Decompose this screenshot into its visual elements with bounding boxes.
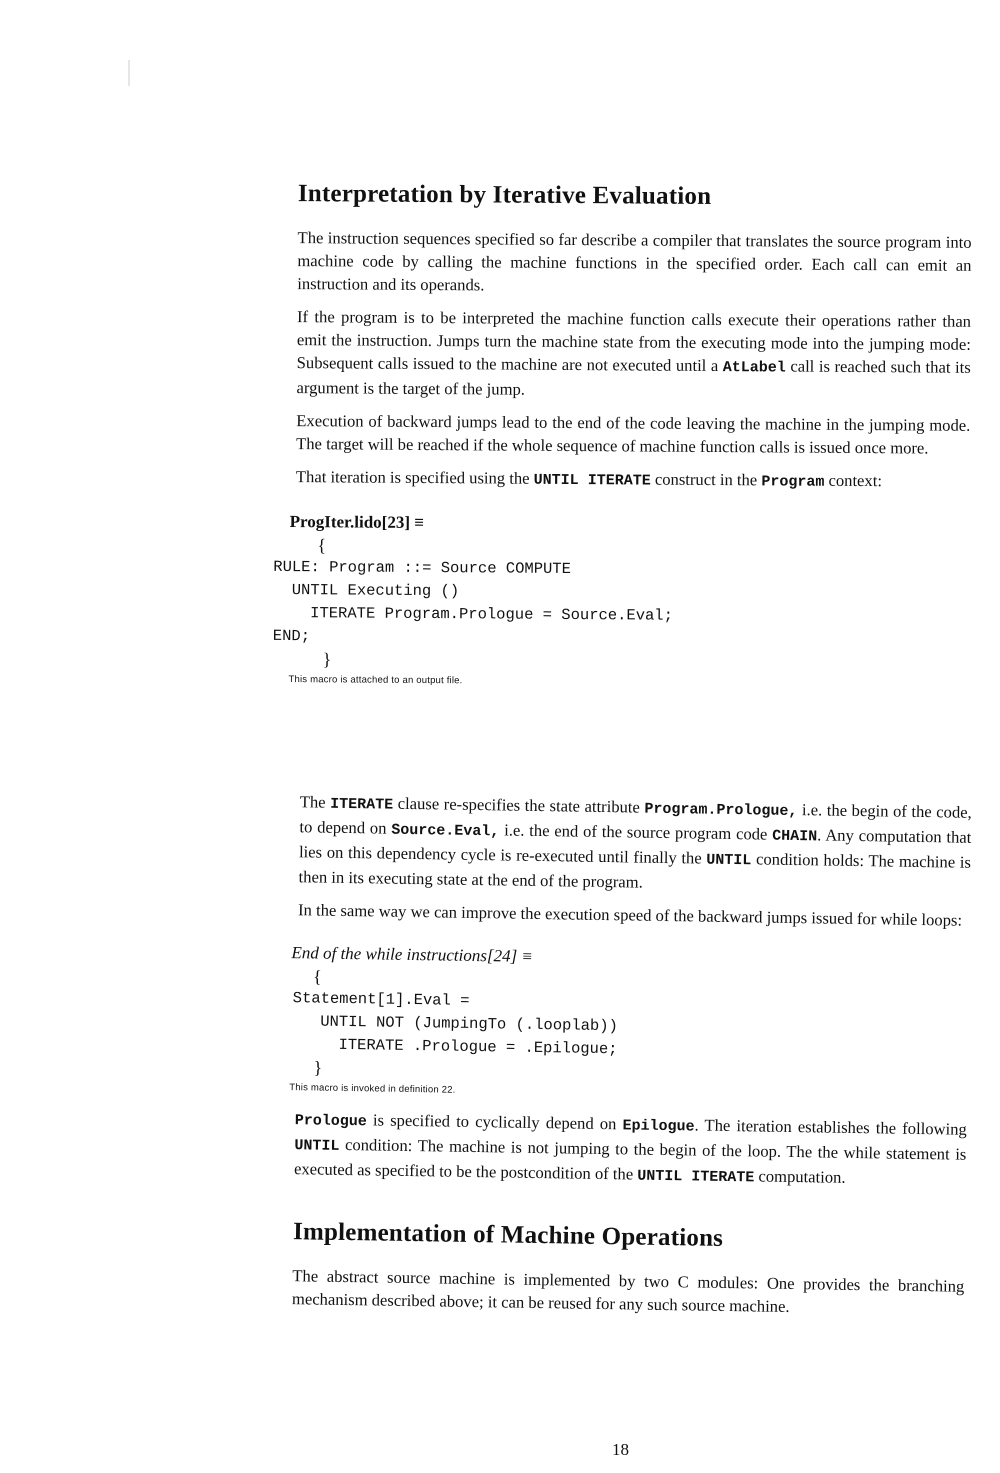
- section-title-iterative-evaluation: Interpretation by Iterative Evaluation: [297, 180, 712, 210]
- code-atlabel: AtLabel: [722, 359, 786, 377]
- chunk-note-while: This macro is invoked in definition 22.: [289, 1082, 456, 1096]
- paragraph-1: The instruction sequences specified so far describe a compiler that translates the source program into machine code by calling the machine functions in the specified order. Each call can emit an instruction and its operands.: [297, 228, 972, 295]
- chunk-title-progiter: ProgIter.lido[23] ≡: [289, 512, 425, 532]
- paragraph-6: In the same way we can improve the execution speed of the backward jumps issued for while loops:: [297, 900, 963, 930]
- paragraph-4: That iteration is specified using the UNTIL ITERATE construct in the Program context:: [295, 467, 883, 491]
- paragraph-3: Execution of backward jumps lead to the end of the code leaving the machine in the jumping mode. The target will be reached if the whole sequence of machine function calls is issued once more.: [296, 411, 971, 458]
- code-chunk-progiter: [272, 512, 969, 690]
- open-brace: {: [317, 535, 327, 556]
- code-chunk-while: [289, 943, 969, 1104]
- page-number: 18: [612, 1440, 629, 1459]
- paragraph-8: The abstract source machine is implemented by two C modules: One provides the branching mechanism described above; it can be reused for any such source machine.: [291, 1266, 965, 1316]
- paragraph-2: If the program is to be interpreted the machine function calls execute their operations rather than emit the instruction. Jumps turn the machine state from the executing mode into the jumping mode: Subsequent calls issued to the machine are not executed until a AtLabel call is reached such that its argument is the target of the jump.: [296, 307, 972, 399]
- code-block-progiter: RULE: Program ::= Source COMPUTE UNTIL Executing () ITERATE Program.Prologue = Source.Eval; END;: [272, 557, 673, 646]
- paragraph-7: Prologue is specified to cyclically depend on Epilogue. The iteration establishes the following UNTIL condition: The machine is not jumping to the begin of the loop. The the while statement is executed as specified to be the postcondition of the UNTIL ITERATE computation.: [293, 1110, 967, 1187]
- scan-artifact: [128, 60, 130, 86]
- open-brace: {: [312, 966, 322, 987]
- lower-content: [278, 790, 972, 1331]
- chunk-title-while: End of the while instructions[24] ≡: [291, 943, 534, 966]
- section-title-machine-operations: Implementation of Machine Operations: [292, 1218, 724, 1252]
- code-block-while: Statement[1].Eval = UNTIL NOT (JumpingTo (.looplab)) ITERATE .Prologue = .Epilogue;: [291, 989, 619, 1059]
- close-brace: }: [313, 1057, 323, 1078]
- paragraph-5: The ITERATE clause re-specifies the state attribute Program.Prologue, i.e. the begin of the code, to depend on Source.Eval, i.e. the end of the source program code CHAIN. Any computation that lies on this dependency cycle is re-executed until finally the UNTIL condition holds: The machine is then in its executing state at the end of the program.: [298, 792, 972, 892]
- upper-content: [272, 180, 972, 698]
- chunk-note-progiter: This macro is attached to an output file.: [288, 674, 463, 687]
- close-brace: }: [322, 649, 332, 670]
